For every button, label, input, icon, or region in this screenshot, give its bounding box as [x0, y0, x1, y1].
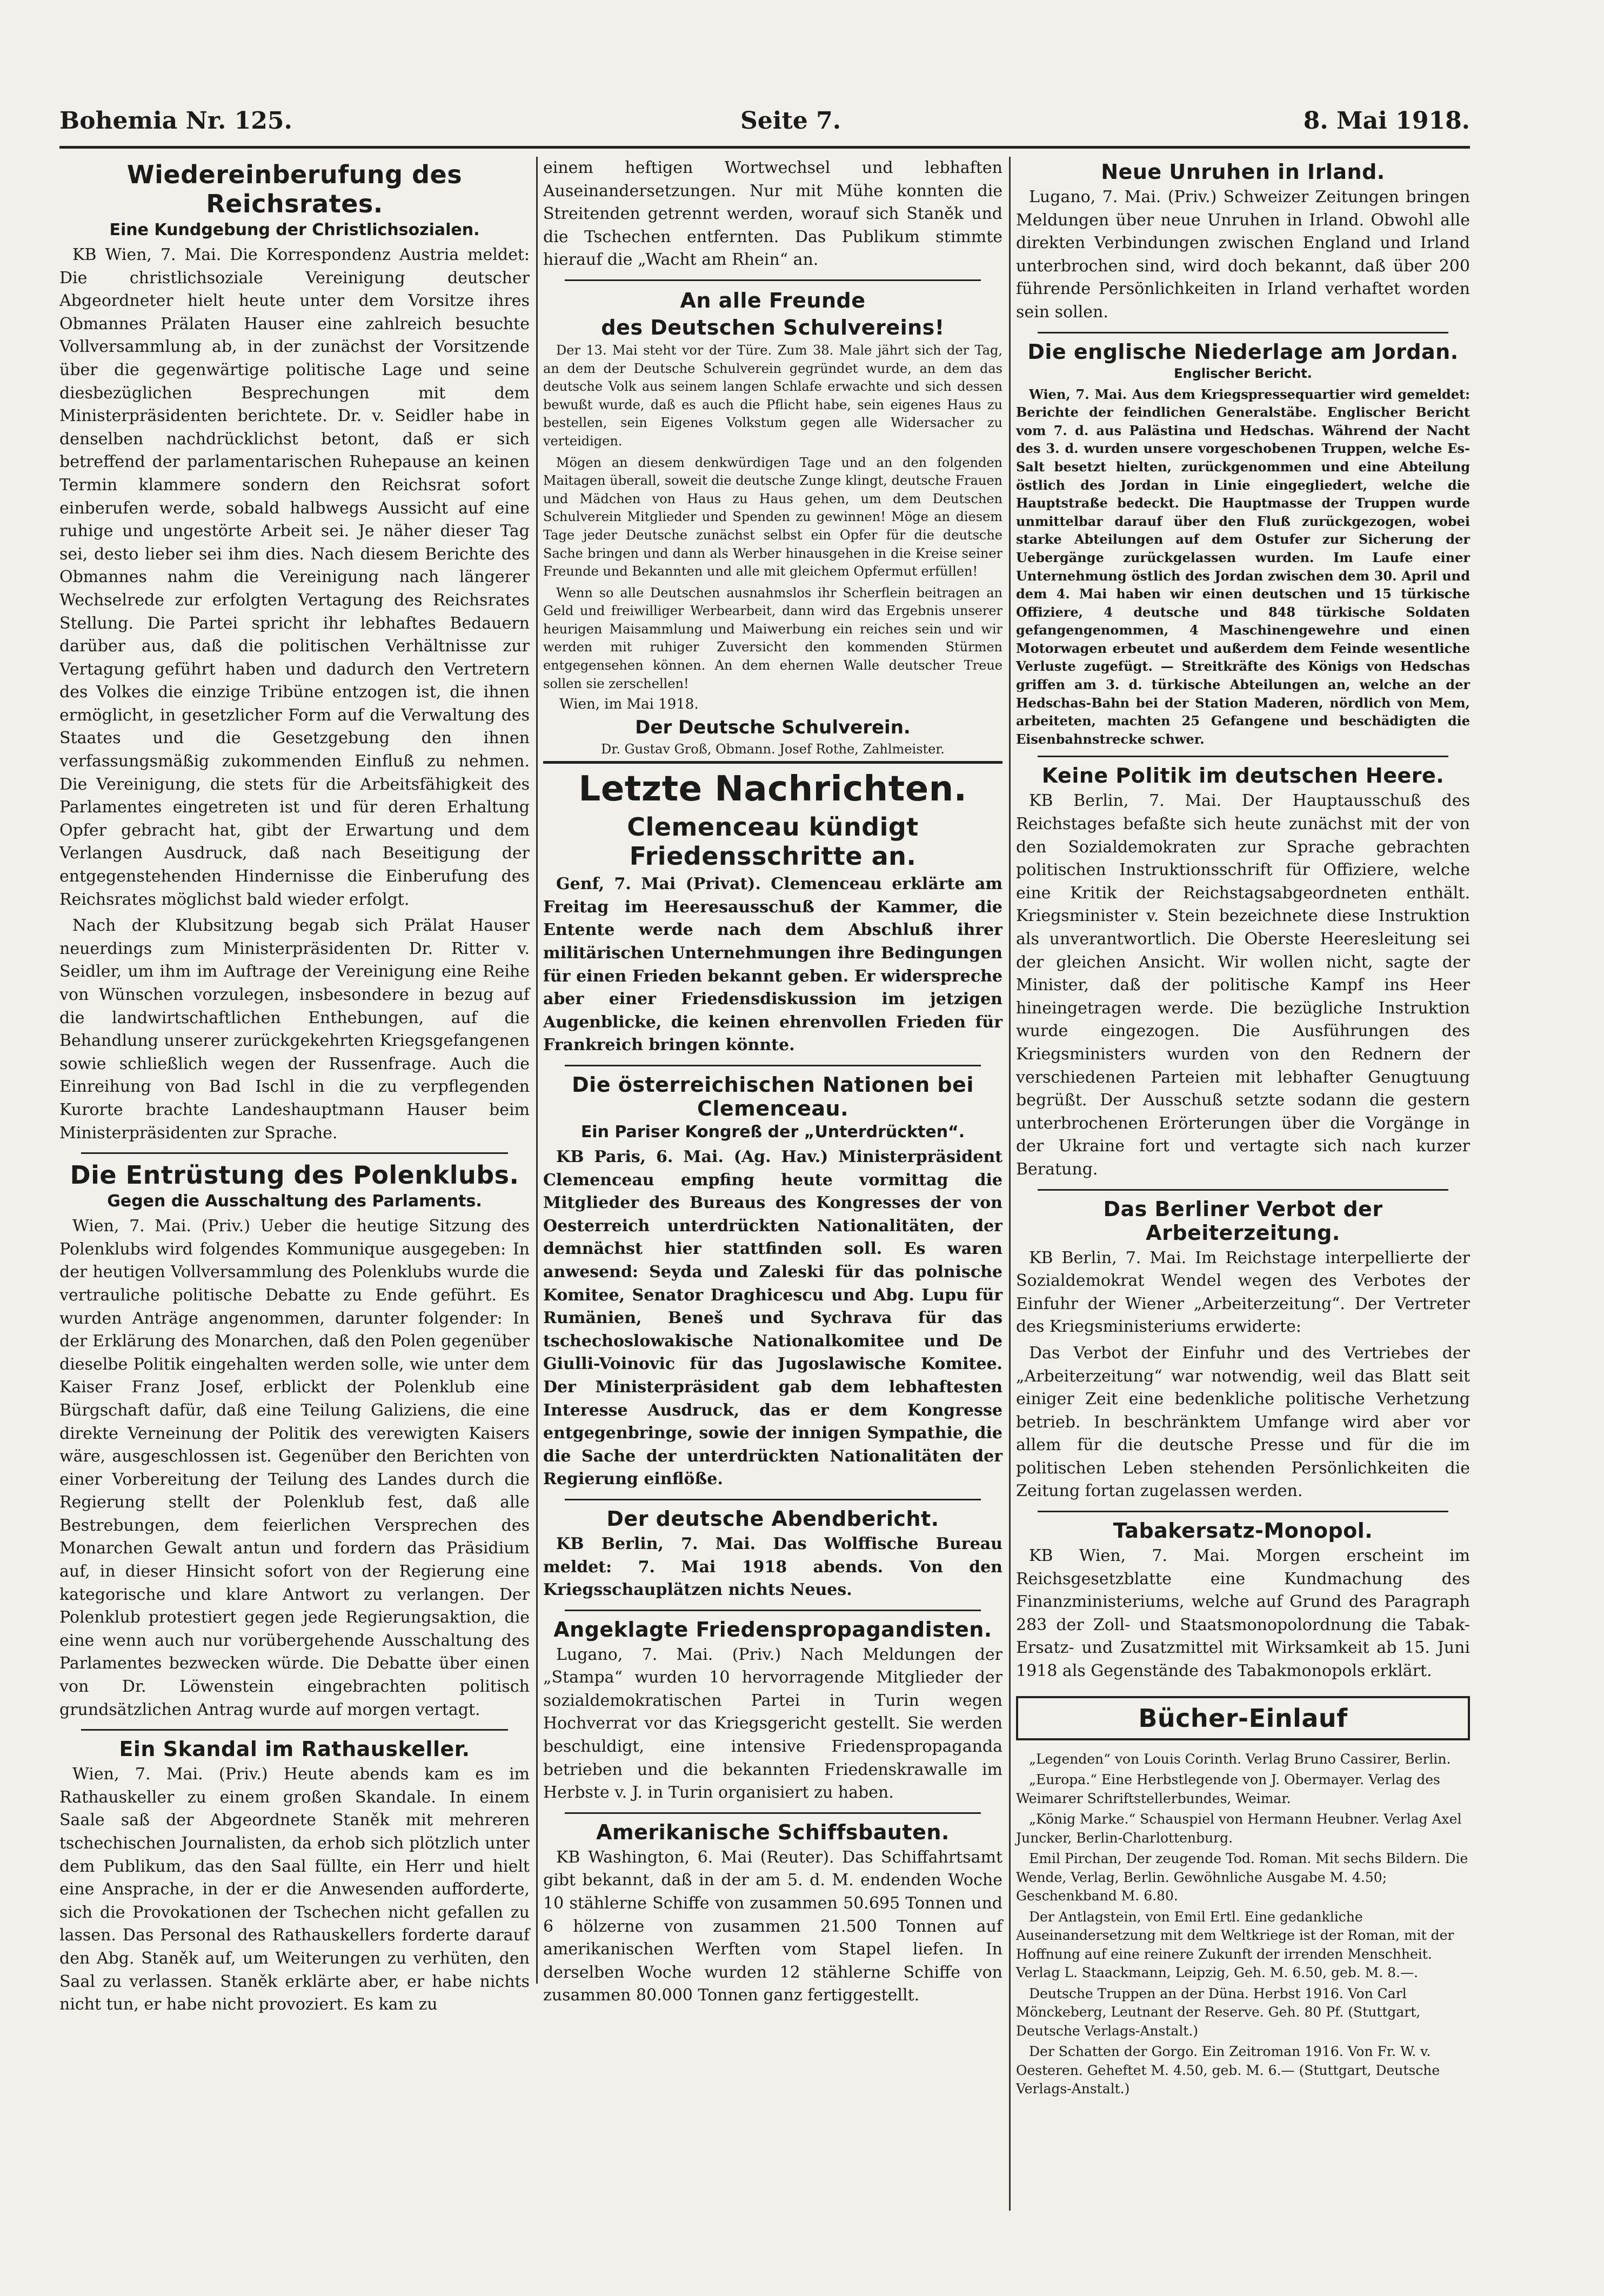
divider: [1038, 756, 1448, 757]
article-paragraph: Lugano, 7. Mai. (Priv.) Nach Meldungen der „Stampa“ wurden 10 hervorragende Mitglieder der sozialdemokratischen Partei in Turin wegen Hochverrat vor das Kriegsgericht gestellt. Sie werden beschuldigt, eine intensive Friedenspropaganda betrieben und die bekannten Friedenskrawalle im Herbste v. J. in Turin organisiert zu haben.: [543, 1645, 1003, 1803]
book-entry: „König Marke.“ Schauspiel von Hermann Heubner. Verlag Axel Juncker, Berlin-Charlottenburg.: [1016, 1811, 1462, 1846]
column-3: [1016, 157, 1470, 2097]
article-paragraph: KB Washington, 6. Mai (Reuter). Das Schiffahrtsamt gibt bekannt, daß in der am 5. d. M. endenden Woche 10 stählerne Schiffe von zusammen 50.695 Tonnen und 6 hölzerne von zusammen 21.500 Tonnen auf amerikanischen Werften vom Stapel liefen. In derselben Woche wurden 12 stählerne Schiffe von zusammen 80.000 Tonnen ganz fertiggestellt.: [543, 1847, 1003, 2005]
article-subtitle: Englischer Bericht.: [1174, 365, 1312, 381]
running-head-left: Bohemia Nr. 125.: [59, 107, 292, 135]
divider: [1038, 1511, 1448, 1512]
book-entry: „Europa.“ Eine Herbstlegende von J. Obermayer. Verlag des Weimarer Schriftstellerbundes, Weimar.: [1016, 1772, 1440, 1806]
column-1: [59, 157, 530, 2014]
article-paragraph: Lugano, 7. Mai. (Priv.) Schweizer Zeitungen bringen Meldungen über neue Unruhen in Irland. Obwohl alle direkten Verbindungen zwischen England und Irland unterbrochen sind, wird doch bekannt, daß über 200 führende Persönlichkeiten in Irland verhaftet worden sein sollen.: [1016, 188, 1470, 322]
appeal-title-line-2: des Deutschen Schulvereins!: [601, 315, 945, 339]
running-head: [59, 103, 1470, 149]
article-title: Neue Unruhen in Irland.: [1101, 160, 1385, 184]
column-rule-1: [536, 157, 538, 1984]
appeal-paragraph: Mögen an diesem denkwürdigen Tage und an den folgenden Maitagen überall, soweit die deutsche Zunge klingt, deutsche Frauen und Mädchen von Haus zu Haus gehen, um dem Deutschen Schulverein Mitglieder und Spenden zu gewinnen! Möge an diesem Tage jeder Deutsche zunächst selbst ein Opfer für die deutsche Sache bringen und dann als Werber hinausgehen in die Kreise seiner Freunde und Bekannten und alle mit gleichem Opfermut erfüllen!: [543, 455, 1003, 579]
divider: [565, 1499, 981, 1500]
article-title: Keine Politik im deutschen Heere.: [1041, 764, 1445, 788]
article-title: Das Berliner Verbot der Arbeiterzeitung.: [1103, 1197, 1383, 1245]
book-entry: Deutsche Truppen an der Düna. Herbst 1916. Von Carl Mönckeberg, Leutnant der Reserve. Geh. 80 Pf. (Stuttgart, Deutsche Verlags-Anstalt.): [1016, 1985, 1421, 2039]
article-paragraph: KB Berlin, 7. Mai. Das Wolffische Bureau meldet: 7. Mai 1918 abends. Von den Kriegsschauplätzen nichts Neues.: [543, 1534, 1003, 1600]
divider: [1038, 1189, 1448, 1191]
article-title: Die Entrüstung des Polenklubs.: [70, 1160, 519, 1190]
divider: [81, 1729, 508, 1731]
divider: [565, 1065, 981, 1066]
article-paragraph: KB Berlin, 7. Mai. Im Reichstage interpellierte der Sozialdemokrat Wendel wegen des Verbotes der Einfuhr der Wiener „Arbeiterzeitung“. Der Vertreter des Kriegsministeriums erwiderte:: [1016, 1248, 1470, 1337]
article-title: Ein Skandal im Rathauskeller.: [119, 1737, 470, 1761]
appeal-paragraph: Wenn so alle Deutschen ausnahmslos ihr Scherflein beitragen an Geld und freiwilliger Werbearbeit, dann wird das Ergebnis unserer heurigen Maisammlung und Maiwerbung ein reiches sein und wir werden mit ruhiger Zuversicht den kommenden Stürmen entgegensehen können. An dem ehernen Walle deutscher Treue sollen sie zerschellen!: [543, 585, 1003, 691]
divider: [565, 1812, 981, 1814]
article-paragraph: Wien, 7. Mai. (Priv.) Heute abends kam es im Rathauskeller zu einem großen Skandale. In einem Saale saß der Abgeordnete Staněk mit mehreren tschechischen Journalisten, da erhob sich plötzlich unter dem Publikum, das den Saal füllte, ein Herr und hielt eine Ansprache, in der er die Anwesenden aufforderte, sich die Provokationen der Tschechen nicht gefallen zu lassen. Das Personal des Rathauskellers forderte darauf den Abg. Staněk auf, um Weiterungen zu verhüten, den Saal zu verlassen. Staněk erklärte aber, er habe nichts nicht tun, er habe nicht provoziert. Es kam zu: [59, 1765, 530, 2014]
books-received-title: Bücher-Einlauf: [1138, 1703, 1348, 1733]
books-received-box: [1016, 1696, 1470, 1740]
article-title: Der deutsche Abendbericht.: [606, 1506, 939, 1531]
divider: [81, 1152, 508, 1154]
article-paragraph: KB Wien, 7. Mai. Morgen erscheint im Reichsgesetzblatte eine Kundmachung des Finanzministeriums, welche auf Grund des Paragraph 283 der Zoll- und Staatsmonopolordnung die Tabak-Ersatz- und Zusatzmittel mit Wirksamkeit ab 15. Juni 1918 als Gegenstände des Tabakmonopols erklärt.: [1016, 1546, 1470, 1681]
article-continuation: einem heftigen Wortwechsel und lebhaften Auseinandersetzungen. Nur mit Mühe konnten die Streitenden getrennt werden, worauf sich Staněk und die Tschechen entfernten. Das Publikum stimmte hierauf die „Wacht am Rhein“ an.: [543, 158, 1003, 270]
article-title: Die englische Niederlage am Jordan.: [1027, 339, 1459, 364]
appeal-paragraph: Der 13. Mai steht vor der Türe. Zum 38. Male jährt sich der Tag, an dem der Deutsche Schulverein gegründet wurde, an dem das deutsche Volk aus seinem langen Schlafe erwachte und sich dessen bewußt wurde, daß es auch die Pflicht habe, sein eigenes Haus zu bestellen, sein Eigenes Volkstum gegen alle Widersacher zu verteidigen.: [543, 342, 1003, 449]
section-rule: [543, 761, 1003, 764]
column-2: [543, 157, 1003, 2211]
article-subtitle: Gegen die Ausschaltung des Parlaments.: [107, 1192, 482, 1211]
article-title: Angeklagte Friedenspropagandisten.: [553, 1617, 992, 1641]
article-paragraph: KB Berlin, 7. Mai. Der Hauptausschuß des Reichstages befaßte sich heute zunächst mit der von den Sozialdemokraten zur Sprache gebrachten politischen Instruktionsschrift für Offiziere, welche eine Kritik der Reichstagsabgeordneten enthält. Kriegsminister v. Stein bezeichnete diese Instruktion als unverantwortlich. Die Oberste Heeresleitung sei der gleichen Ansicht. Wir wollen nicht, sagte der Minister, daß der politische Kampf ins Heer hineingetragen werde. Die bezügliche Instruktion wurde eingezogen. Die Ausführungen des Kriegsministers wurden von den Rednern der verschiedenen Parteien mit lebhafter Genugtuung begrüßt. Der Ausschuß setzte sodann die gestern unterbrochenen Erörterungen über die Vorgänge in der Ukraine fort und vertagte sich nach kurzer Beratung.: [1016, 791, 1470, 1179]
appeal-dateline: Wien, im Mai 1918.: [559, 696, 699, 713]
appeal-signatories: Dr. Gustav Groß, Obmann. Josef Rothe, Zahlmeister.: [601, 742, 945, 757]
book-entry: Emil Pirchan, Der zeugende Tod. Roman. Mit sechs Bildern. Die Wende, Verlag, Berlin. Gewöhnliche Ausgabe M. 4.50; Geschenkband M. 6.80.: [1016, 1851, 1468, 1904]
divider: [565, 1610, 981, 1611]
book-entry: Der Schatten der Gorgo. Ein Zeitroman 1916. Von Fr. W. v. Oesteren. Geheftet M. 4.50, geb. M. 6.— (Stuttgart, Deutsche Verlags-Anstalt.): [1016, 2044, 1440, 2097]
divider: [1038, 332, 1448, 333]
book-entry: Der Antlagstein, von Emil Ertl. Eine gedankliche Auseinandersetzung mit dem Weltkriege ist der Roman, mit der Hoffnung auf eine reinere Zukunft der irrenden Menschheit. Verlag L. Staackmann, Leipzig, Geh. M. 6.50, geb. M. 8.—.: [1016, 1908, 1454, 1981]
article-subtitle: Eine Kundgebung der Christlichsozialen.: [109, 221, 480, 239]
newspaper-page: [59, 103, 1470, 2254]
running-head-page: Seite 7.: [740, 107, 841, 135]
article-title: Amerikanische Schiffsbauten.: [596, 1820, 950, 1844]
divider: [565, 279, 981, 281]
book-entry: „Legenden“ von Louis Corinth. Verlag Bruno Cassirer, Berlin.: [1029, 1751, 1451, 1767]
appeal-title-line-1: An alle Freunde: [680, 288, 866, 312]
column-rule-2: [1009, 157, 1011, 2211]
appeal-signature: Der Deutsche Schulverein.: [635, 717, 911, 739]
section-title-latest-news: Letzte Nachrichten.: [578, 769, 967, 810]
article-title: Tabakersatz-Monopol.: [1113, 1519, 1373, 1543]
article-paragraph: Genf, 7. Mai (Privat). Clemenceau erklärte am Freitag im Heeresausschuß der Kammer, die Entente werde nach dem Abschluß ihrer militärischen Unternehmungen ihre Bedingungen für einen Frieden bekannt geben. Er widerspreche aber einer Friedensdiskussion im jetzigen Augenblicke, die keinen ehrenvollen Frieden für Frankreich bringen könnte.: [543, 875, 1003, 1055]
article-title: Wiedereinberufung des Reichsrates.: [126, 160, 463, 218]
article-paragraph: KB Wien, 7. Mai. Die Korrespondenz Austria meldet: Die christlichsoziale Vereinigung deutscher Abgeordneter hielt heute unter dem Vorsitze ihres Obmannes Prälaten Hauser eine zahlreich besuchte Vollversammlung ab, in der zunächst der Vorsitzende über die gegenwärtige politische Lage und seine diesbezüglichen Besprechungen mit dem Ministerpräsidenten berichtete. Dr. v. Seidler habe in denselben nachdrücklichst betont, daß er sich betreffend der parlamentarischen Ruhepause an keinen Termin klammere sondern den Reichsrat sofort einberufen werde, sobald halbwegs Aussicht auf eine ruhige und ungestörte Arbeit sei. Je näher dieser Tag sei, desto lieber sei ihm dies. Nach diesem Berichte des Obmannes nahm die Vereinigung nach längerer Wechselrede zur erfolgten Vertagung des Reichsrates Stellung. Die Partei spricht ihr lebhaftes Bedauern darüber aus, daß die politischen Verhältnisse zur Vertagung geführt haben und dadurch den Vertretern des Volkes die einzige Tribüne entzogen ist, die ihnen ermöglicht, in gesetzlicher Form auf die Verwaltung des Staates und die Gesetzgebung den ihnen verfassungsmäßig zukommenden Einfluß zu nehmen. Die Vereinigung, die stets für die Arbeitsfähigkeit des Parlamentes eingetreten ist und für deren Erhaltung Opfer gebracht hat, gibt der Erwartung und dem Verlangen Ausdruck, daß nach Beseitigung der entgegenstehenden Hindernisse die Einberufung des Reichsrates möglichst bald wieder erfolgt.: [59, 245, 530, 909]
article-paragraph: Nach der Klubsitzung begab sich Prälat Hauser neuerdings zum Ministerpräsidenten Dr. Ritter v. Seidler, um ihm im Auftrage der Vereinigung eine Reihe von Wünschen vorzulegen, insbesondere in bezug auf die landwirtschaftlichen Enthebungen, auf die Behandlung unserer zurückgekehrten Kriegsgefangenen sowie schließlich wegen der Russenfrage. Auch die Einreihung von Bad Ischl in die zu verpflegenden Kurorte brachte Landeshauptmann Hauser beim Ministerpräsidenten zur Sprache.: [59, 916, 530, 1143]
article-title: Clemenceau kündigt Friedensschritte an.: [627, 812, 919, 871]
article-paragraph: KB Paris, 6. Mai. (Ag. Hav.) Ministerpräsident Clemenceau empfing heute vormittag die Mitglieder des Bureaus des Kongresses der von Oesterreich unterdrückten Nationalitäten, der demnächst hier stattfinden soll. Es waren anwesend: Seyda und Zaleski für das polnische Komitee, Senator Draghicescu und Abg. Lupu für Rumänien, Beneš und Sychrava für das tschechoslowakische Nationalkomitee und De Giulli-Voinovic für das Jugoslawische Komitee. Der Ministerpräsident gab dem lebhaftesten Interesse Ausdruck, das er dem Kongresse entgegenbringe, sowie der innigen Sympathie, die die Sache der unterdrückten Nationalitäten der Regierung einflöße.: [543, 1147, 1003, 1489]
article-paragraph: Wien, 7. Mai. Aus dem Kriegspressequartier wird gemeldet: Berichte der feindlichen Generalstäbe. Englischer Bericht vom 7. d. aus Palästina und Hedschas. Während der Nacht des 3. d. wurden unsere vorgeschobenen Truppen, welche Es-Salt besetzt hielten, zurückgenommen und eine Abteilung östlich des Jordan in Linie eingegliedert, welche die Hauptstraße bedeckt. Die Hauptmasse der Truppen wurde unmittelbar darauf über den Fluß zurückgezogen, wobei starke Abteilungen auf dem Ostufer zur Sicherung der Uebergänge zurückgelassen wurden. Im Laufe einer Unternehmung östlich des Jordan zwischen dem 30. April und dem 4. Mai haben wir einen deutschen und 15 türkische Offiziere, 4 deutsche und 848 türkische Soldaten gefangengenommen, 4 Maschinengewehre und einen Motorwagen erbeutet und außerdem dem Feinde wesentliche Verluste zugefügt. — Streitkräfte des Königs von Hedschas griffen am 3. d. türkische Abteilungen an, welche an der Hedschas-Bahn bei der Station Maderen, nördlich von Mem, arbeiteten, machten 25 Gefangene und beschädigten die Eisenbahnstrecke schwer.: [1016, 386, 1470, 747]
running-head-date: 8. Mai 1918.: [1303, 107, 1470, 135]
article-title: Die österreichischen Nationen bei Clemenceau.: [572, 1073, 974, 1120]
article-subtitle: Ein Pariser Kongreß der „Unterdrückten“.: [580, 1123, 965, 1142]
article-paragraph: Wien, 7. Mai. (Priv.) Ueber die heutige Sitzung des Polenklubs wird folgendes Kommunique ausgegeben: In der heutigen Vollversammlung des Polenklubs wurde die vertrauliche politische Debatte zu Ende geführt. Es wurden Anträge angenommen, darunter folgender: In der Erklärung des Monarchen, daß den Polen gegenüber dieselbe Politik eingehalten werden solle, wie unter dem Kaiser Franz Josef, erblickt der Polenklub eine Bürgschaft dafür, daß eine Teilung Galiziens, die eine direkte Verneinung der Politik des verewigten Kaisers wäre, ausgeschlossen ist. Gegenüber den Berichten von einer Vorbereitung der Teilung des Landes durch die Regierung stellt der Polenklub fest, daß alle Bestrebungen, dem feierlichen Versprechen des Monarchen Gewalt antun und fordern das Präsidium auf, in dieser Hinsicht sofort von der Regierung eine kategorische und klare Antwort zu verlangen. Der Polenklub protestiert gegen jede Regierungsaktion, die eine wenn auch nur vorübergehende Ausschaltung des Parlamentes bezwecken würde. Die Debatte über einen von Dr. Löwenstein eingebrachten politisch grundsätzlichen Antrag wurde auf morgen vertagt.: [59, 1217, 530, 1719]
article-paragraph: Das Verbot der Einfuhr und des Vertriebes der „Arbeiterzeitung“ war notwendig, weil das Blatt seit einiger Zeit eine bedenkliche politische Verhetzung betrieb. In beschränktem Umfange wird aber vor allem für die deutsche Presse und für die im politischen Leben stehenden Persönlichkeiten die Zeitung fortan zugelassen werden.: [1016, 1343, 1470, 1501]
